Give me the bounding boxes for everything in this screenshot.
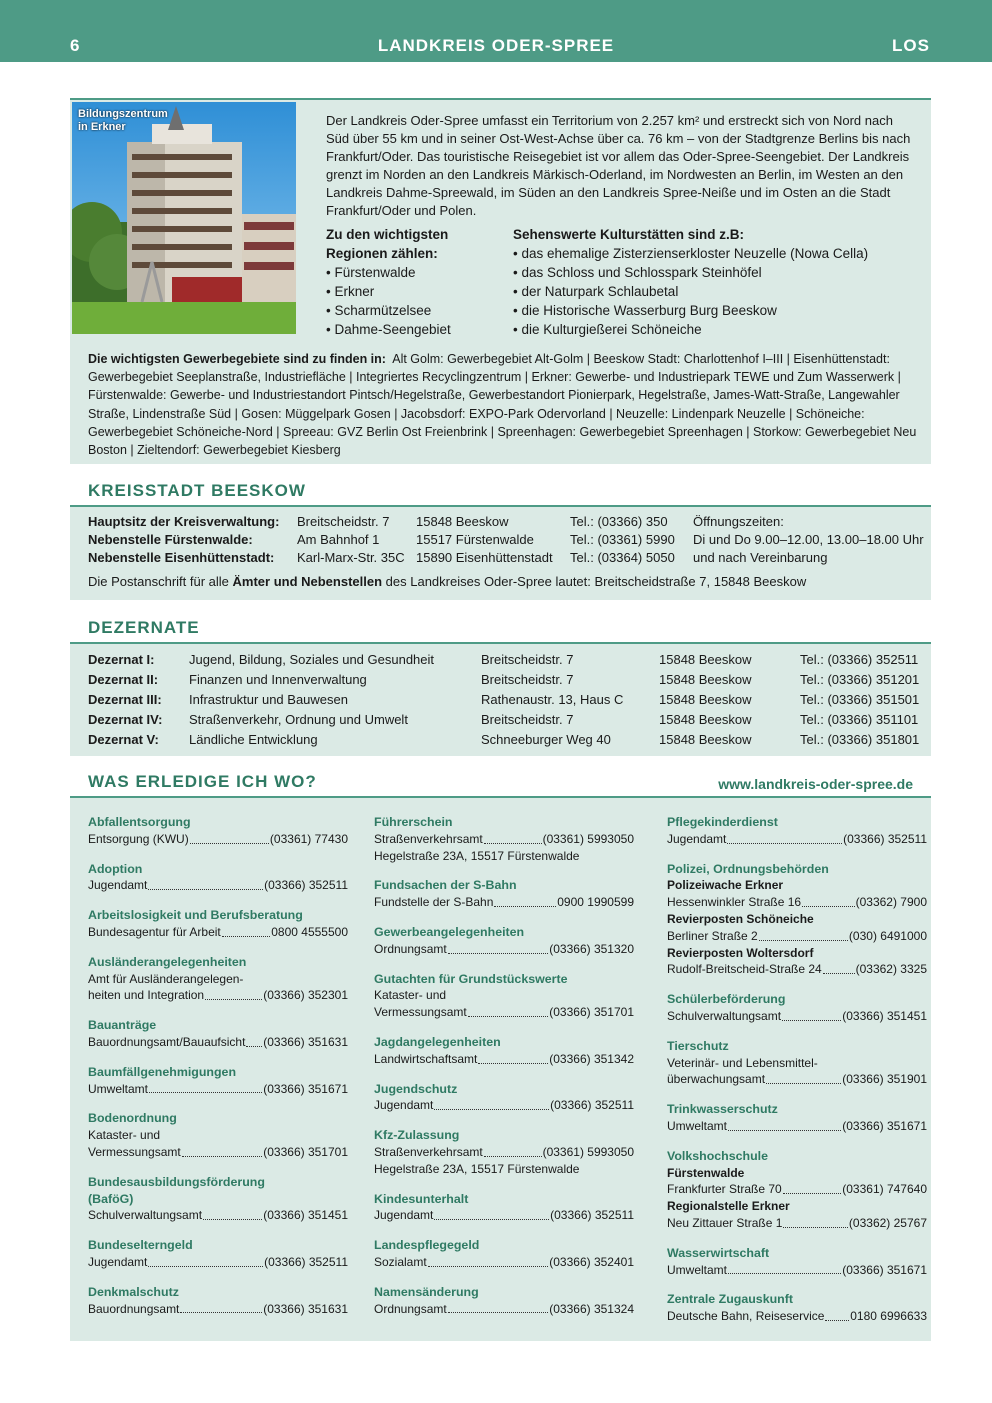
regions-heading: Regionen zählen: — [326, 246, 438, 261]
leader-dots — [728, 1262, 841, 1275]
directory-office: Deutsche Bahn, Reiseservice — [667, 1309, 825, 1324]
kreisstadt-heading: KREISSTADT BEESKOW — [88, 481, 306, 500]
leader-dots — [823, 961, 855, 974]
directory-phone: (03366) 351671 — [263, 1081, 348, 1096]
hq-street: Breitscheidstr. 7 — [297, 514, 390, 529]
directory-entry — [374, 1237, 634, 1271]
directory-entry — [88, 814, 348, 848]
directory-entry — [374, 1034, 634, 1068]
leader-dots — [180, 1301, 262, 1314]
directory-contact-line — [88, 831, 348, 848]
directory-text: Hegelstraße 23A, 15517 Fürstenwalde — [374, 1161, 580, 1176]
directory-contact-line — [88, 1254, 348, 1271]
directory-entry — [374, 814, 634, 864]
directory-phone: (03366) 351631 — [263, 1034, 348, 1049]
hq-phone: Tel.: (03366) 350 — [570, 514, 668, 529]
business-parks-label: Die wichtigsten Gewerbegebiete sind zu finden in: — [88, 352, 386, 366]
directory-office: Bauordnungsamt/Bauaufsicht — [88, 1034, 246, 1049]
regions-list — [326, 225, 506, 339]
directory-contact-line — [374, 1144, 634, 1161]
leader-dots — [203, 1207, 262, 1220]
note-text: des Landkreises Oder-Spree lautet: Breitscheidstraße 7, 15848 Beeskow — [382, 574, 807, 589]
culture-item: • das Schloss und Schlosspark Steinhöfel — [513, 265, 762, 280]
directory-office: Umweltamt — [667, 1118, 728, 1133]
directory-phone: (03361) 77430 — [269, 831, 348, 846]
hq-street: Karl-Marx-Str. 35C — [297, 550, 405, 565]
leader-dots — [478, 1051, 548, 1064]
leader-dots — [434, 1207, 549, 1220]
directory-column — [88, 814, 348, 1330]
directory-office: Vermessungsamt — [88, 1144, 181, 1159]
directory-contact-line — [667, 1008, 927, 1025]
directory-contact-line — [667, 961, 927, 978]
directory-entry — [374, 924, 634, 958]
dezernat-street: Schneeburger Weg 40 — [481, 732, 611, 747]
dezernat-street: Breitscheidstr. 7 — [481, 712, 574, 727]
directory-phone: (03366) 352511 — [264, 1254, 348, 1269]
building-illustration — [72, 102, 296, 334]
directory-office: Jugendamt — [374, 1098, 434, 1113]
hq-phone: Tel.: (03364) 5050 — [570, 550, 675, 565]
directory-office: Vermessungsamt — [374, 1005, 467, 1020]
directory-phone: 0900 1990599 — [557, 895, 634, 910]
leader-dots — [759, 928, 848, 941]
directory-office: Entsorgung (KWU) — [88, 831, 189, 846]
was-heading: WAS ERLEDIGE ICH WO? — [88, 772, 317, 791]
directory-entry — [88, 907, 348, 941]
directory-contact-line — [88, 877, 348, 894]
directory-entry — [667, 814, 927, 848]
directory-entry — [88, 861, 348, 895]
directory-entry-heading: Jugendschutz — [374, 1081, 458, 1096]
dezernat-city: 15848 Beeskow — [659, 712, 752, 727]
directory-contact-line — [88, 924, 348, 941]
photo-caption-line: Bildungszentrum — [78, 108, 168, 120]
dezernat-label: Dezernat V: — [88, 732, 159, 747]
directory-entry-heading: Kindesunterhalt — [374, 1191, 469, 1206]
directory-entry-heading: Wasserwirtschaft — [667, 1245, 770, 1260]
leader-dots — [727, 831, 842, 844]
directory-office: Straßenverkehrsamt — [374, 831, 483, 846]
leader-dots — [783, 1181, 842, 1194]
region-item: • Fürstenwalde — [326, 265, 416, 280]
directory-phone: (03366) 351451 — [263, 1208, 348, 1223]
directory-phone: (03366) 352401 — [549, 1254, 634, 1269]
directory-office: Ordnungsamt — [374, 1301, 447, 1316]
leader-dots — [434, 1097, 549, 1110]
dezernate-heading-bar — [70, 618, 931, 644]
was-heading-bar — [70, 772, 931, 798]
hq-info: und nach Vereinbarung — [693, 550, 828, 565]
dezernat-street: Breitscheidstr. 7 — [481, 652, 574, 667]
directory-entry — [88, 1017, 348, 1051]
directory-subheading: Revierposten Woltersdorf — [667, 945, 814, 960]
postal-address-note — [88, 573, 918, 591]
directory-office: Fundstelle der S-Bahn — [374, 895, 494, 910]
dezernat-phone: Tel.: (03366) 351801 — [800, 732, 920, 747]
directory-entry-heading: Adoption — [88, 861, 143, 876]
directory-entry-heading: Bodenordnung — [88, 1111, 177, 1126]
directory-text: Hegelstraße 23A, 15517 Fürstenwalde — [374, 848, 580, 863]
directory-entry-heading: Trinkwasserschutz — [667, 1102, 778, 1117]
directory-entry-heading: Jagdangelegenheiten — [374, 1034, 501, 1049]
directory-office: Schulverwaltungsamt — [88, 1208, 203, 1223]
leader-dots — [484, 831, 542, 844]
website-link[interactable]: www.landkreis-oder-spree.de — [718, 776, 913, 792]
directory-entry-heading: Polizei, Ordnungsbehörden — [667, 861, 829, 876]
directory-contact-line — [667, 1215, 927, 1232]
directory-entry-heading: Abfallentsorgung — [88, 815, 191, 829]
directory-entry — [374, 1284, 634, 1318]
dezernat-city: 15848 Beeskow — [659, 652, 752, 667]
district-abbreviation: LOS — [892, 36, 930, 55]
directory-entry — [667, 1038, 927, 1088]
directory-office: Landwirtschaftsamt — [374, 1051, 478, 1066]
directory-office: Jugendamt — [88, 1254, 148, 1269]
region-item: • Scharmützelsee — [326, 303, 432, 318]
directory-contact-line — [667, 1181, 927, 1198]
directory-entry — [88, 1110, 348, 1160]
directory-phone: 0180 6996633 — [850, 1309, 927, 1324]
leader-dots — [428, 1254, 549, 1267]
hq-info: Di und Do 9.00–12.00, 13.00–18.00 Uhr — [693, 532, 924, 547]
directory-office: Rudolf-Breitscheid-Straße 24 — [667, 962, 822, 977]
directory-contact-line — [374, 941, 634, 958]
regions-heading: Zu den wichtigsten — [326, 227, 449, 242]
directory-entry-heading: Bundesausbildungsförderung — [88, 1174, 265, 1189]
directory-entry-heading: Volkshochschule — [667, 1148, 768, 1163]
directory-entry-heading: Fundsachen der S-Bahn — [374, 878, 517, 893]
directory-office: Umweltamt — [667, 1262, 728, 1277]
directory-office: Jugendamt — [667, 831, 727, 846]
directory-phone: (03361) 5993050 — [542, 831, 634, 846]
culture-item: • der Naturpark Schlaubetal — [513, 284, 679, 299]
directory-entry — [667, 1148, 927, 1232]
directory-entry-heading: (BaföG) — [88, 1191, 134, 1206]
directory-entry-heading: Bundeselterngeld — [88, 1238, 193, 1253]
directory-office: Neu Zittauer Straße 1 — [667, 1215, 783, 1230]
leader-dots — [246, 1034, 262, 1047]
directory-entry-heading: Tierschutz — [667, 1038, 729, 1053]
directory-entry — [374, 1127, 634, 1177]
directory-phone: (03366) 351631 — [263, 1301, 348, 1316]
leader-dots — [728, 1118, 841, 1131]
hq-city: 15890 Eisenhüttenstadt — [416, 550, 553, 565]
directory-contact-line — [374, 1051, 634, 1068]
directory-office: überwachungsamt — [667, 1072, 766, 1087]
directory-text: Kataster- und — [88, 1128, 161, 1143]
dezernat-phone: Tel.: (03366) 351101 — [800, 712, 919, 727]
leader-dots — [484, 1144, 542, 1157]
leader-dots — [448, 941, 549, 954]
directory-entry — [374, 1081, 634, 1115]
hq-label: Hauptsitz der Kreisverwaltung: — [88, 514, 280, 529]
region-item: • Erkner — [326, 284, 375, 299]
directory-contact-line — [667, 928, 927, 945]
note-text: Die Postanschrift für alle — [88, 574, 233, 589]
directory-office: Sozialamt — [374, 1254, 427, 1269]
directory-office: Jugendamt — [374, 1208, 434, 1223]
directory-entry — [374, 971, 634, 1021]
leader-dots — [766, 1071, 841, 1084]
culture-list — [513, 225, 923, 339]
leader-dots — [190, 831, 269, 844]
directory-phone: (03366) 352301 — [263, 988, 348, 1003]
leader-dots — [802, 894, 855, 907]
was-box — [70, 798, 931, 1341]
directory-office: Hessenwinkler Straße 16 — [667, 895, 802, 910]
leader-dots — [825, 1308, 849, 1321]
directory-phone: (03366) 351451 — [842, 1008, 927, 1023]
directory-subheading: Revierposten Schöneiche — [667, 911, 814, 926]
photo-caption — [78, 108, 168, 134]
directory-contact-line — [88, 1034, 348, 1051]
dezernat-phone: Tel.: (03366) 352511 — [800, 652, 919, 667]
directory-entry-heading: Gewerbeangelegenheiten — [374, 924, 525, 939]
kreisstadt-box — [70, 507, 931, 600]
directory-entry — [667, 1291, 927, 1325]
directory-contact-line — [667, 1262, 927, 1279]
directory-office: Bundesagentur für Arbeit — [88, 924, 221, 939]
directory-contact-line — [374, 831, 634, 848]
hq-label: Nebenstelle Fürstenwalde: — [88, 532, 253, 547]
building-photo — [72, 102, 296, 334]
dezernat-label: Dezernat IV: — [88, 712, 163, 727]
directory-phone: (03366) 351324 — [549, 1301, 634, 1316]
directory-phone: (03362) 25767 — [848, 1215, 927, 1230]
directory-entry — [88, 954, 348, 1004]
directory-office: Umweltamt — [88, 1081, 149, 1096]
directory-office: Frankfurter Straße 70 — [667, 1182, 782, 1197]
leader-dots — [448, 1301, 549, 1314]
intro-box — [70, 98, 931, 464]
directory-entry-heading: Denkmalschutz — [88, 1284, 179, 1299]
directory-contact-line — [667, 894, 927, 911]
leader-dots — [149, 1081, 262, 1094]
directory-entry — [374, 877, 634, 911]
hq-city: 15517 Fürstenwalde — [416, 532, 534, 547]
directory-entry-heading: Namensänderung — [374, 1284, 479, 1299]
hq-phone: Tel.: (03361) 5990 — [570, 532, 675, 547]
dezernat-label: Dezernat I: — [88, 652, 155, 667]
directory-entry-heading: Arbeitslosigkeit und Berufsberatung — [88, 908, 303, 923]
dezernat-street: Breitscheidstr. 7 — [481, 672, 574, 687]
leader-dots — [222, 924, 270, 937]
culture-heading: Sehenswerte Kulturstätten sind z.B: — [513, 227, 745, 242]
directory-phone: (03366) 351701 — [263, 1144, 348, 1159]
directory-entry-heading: Ausländerangelegenheiten — [88, 954, 247, 969]
dezernat-label: Dezernat III: — [88, 692, 162, 707]
directory-office: heiten und Integration — [88, 988, 205, 1003]
directory-contact-line — [667, 1071, 927, 1088]
photo-caption-line: in Erkner — [78, 121, 126, 133]
directory-phone: (03361) 5993050 — [542, 1144, 634, 1159]
directory-entry-heading: Zentrale Zugauskunft — [667, 1292, 793, 1307]
directory-contact-line — [374, 1207, 634, 1224]
directory-contact-line — [374, 1301, 634, 1318]
directory-subheading: Fürstenwalde — [667, 1165, 745, 1180]
directory-office: Bauordnungsamt — [88, 1301, 180, 1316]
region-item: • Dahme-Seengebiet — [326, 322, 451, 337]
dezernat-city: 15848 Beeskow — [659, 732, 752, 747]
business-parks-paragraph — [88, 350, 918, 459]
note-bold: Ämter und Nebenstellen — [232, 574, 383, 589]
directory-text: Kataster- und — [374, 988, 447, 1003]
directory-phone: (03366) 351671 — [842, 1262, 927, 1277]
leader-dots — [494, 894, 556, 907]
intro-paragraph: Der Landkreis Oder-Spree umfasst ein Territorium von 2.257 km² und erstreckt sich von Nord nach Süd über 55 km und in seiner Ost-West-Achse über ca. 76 km – von der Stadtgrenze Berlins bis nach Frankfurt/Oder. Das touristische Reisegebiet ist vor allem das Oder-Spree-Seengebiet. Der Landkreis grenzt im Norden an den Landkreis Märkisch-Oderland, im Nordwesten an Berlin, im Westen an den Landkreis Dahme-Spreewald, im Süden an den Landkreis Spree-Neiße und im Osten an die Stadt Frankfurt/Oder und Polen. — [326, 113, 911, 218]
culture-item: • die Historische Wasserburg Burg Beeskow — [513, 303, 777, 318]
culture-item: • die Kulturgießerei Schöneiche — [513, 322, 702, 337]
page-number: 6 — [70, 36, 81, 55]
leader-dots — [148, 877, 263, 890]
directory-entry-heading: Führerschein — [374, 815, 453, 829]
directory-contact-line — [374, 1004, 634, 1021]
dezernat-name: Jugend, Bildung, Soziales und Gesundheit — [189, 652, 435, 667]
directory-office: Ordnungsamt — [374, 941, 447, 956]
directory-phone: (03366) 351671 — [842, 1118, 927, 1133]
directory-entry-heading: Pflegekinderdienst — [667, 815, 778, 829]
dezernat-label: Dezernat II: — [88, 672, 159, 687]
directory-text: Veterinär- und Lebensmittel- — [667, 1055, 818, 1070]
directory-phone: (03366) 352511 — [843, 831, 927, 846]
directory-subheading: Regionalstelle Erkner — [667, 1199, 790, 1214]
dezernat-name: Ländliche Entwicklung — [189, 732, 318, 747]
directory-subheading: Polizeiwache Erkner — [667, 878, 784, 893]
culture-item: • das ehemalige Zisterzienserkloster Neuzelle (Nowa Cella) — [513, 246, 869, 261]
business-parks-text: Alt Golm: Gewerbegebiet Alt-Golm | Beeskow Stadt: Charlottenhof I–III | Eisenhüttenstadt: Gewerbegebiet Seeplanstraße, Industriefläche | Integriertes Recyclingzentrum | Erkner: Gewerbe- und Industriepark TEWE und Zum Wasserwerk | Fürstenwalde: Gewerbe- und Industriestandort Pintsch/Hegelstraße, Gewerbestandort Pionierpark, Hegelstraße, James-Watt-Straße, Langewahler Straße, Lindenstraße Süd | Gosen: Müggelpark Gosen | Jacobsdorf: EXPO-Park Odervorland | Neuzelle: Lindenpark Neuzelle | Schöneiche: Gewerbegebiet Schöneiche-Nord | Spreeau: GVZ Berlin Ost Freienbrink | Spreenhagen: Gewerbegebiet Spreenhagen | Storkow: Gewerbegebiet Neu Boston | Zieltendorf: Gewerbegebiet Kiesberg — [88, 352, 917, 458]
directory-phone: (03362) 3325 — [855, 962, 927, 977]
dezernat-name: Straßenverkehr, Ordnung und Umwelt — [189, 712, 408, 727]
directory-contact-line — [88, 1207, 348, 1224]
directory-contact-line — [374, 894, 634, 911]
dezernat-phone: Tel.: (03366) 351201 — [800, 672, 920, 687]
directory-entry — [88, 1284, 348, 1318]
leader-dots — [783, 1215, 848, 1228]
directory-contact-line — [667, 831, 927, 848]
directory-phone: (03366) 352511 — [550, 1098, 634, 1113]
dezernat-name: Infrastruktur und Bauwesen — [189, 692, 348, 707]
directory-contact-line — [88, 1081, 348, 1098]
dezernat-name: Finanzen und Innenverwaltung — [189, 672, 367, 687]
leader-dots — [148, 1254, 263, 1267]
page-header-bar — [0, 0, 992, 62]
directory-office: Straßenverkehrsamt — [374, 1144, 483, 1159]
directory-entry-heading: Bauanträge — [88, 1018, 157, 1033]
directory-entry-heading: Landespflegegeld — [374, 1238, 480, 1253]
directory-phone: 0800 4555500 — [271, 924, 348, 939]
directory-entry — [88, 1237, 348, 1271]
dezernat-city: 15848 Beeskow — [659, 672, 752, 687]
directory-entry-heading: Kfz-Zulassung — [374, 1128, 460, 1143]
directory-contact-line — [88, 987, 348, 1004]
directory-entry-heading: Schülerbeförderung — [667, 992, 786, 1007]
directory-entry — [667, 1245, 927, 1279]
directory-contact-line — [374, 1097, 634, 1114]
directory-entry — [667, 1101, 927, 1135]
hq-info: Öffnungszeiten: — [693, 514, 784, 529]
hq-label: Nebenstelle Eisenhüttenstadt: — [88, 550, 275, 565]
directory-column — [374, 814, 634, 1330]
directory-text: Amt für Ausländerangelegen- — [88, 971, 244, 986]
directory-entry — [88, 1174, 348, 1224]
directory-contact-line — [667, 1308, 927, 1325]
directory-entry — [88, 1064, 348, 1098]
directory-phone: (03366) 351320 — [549, 941, 634, 956]
hq-street: Am Bahnhof 1 — [297, 532, 380, 547]
directory-entry — [667, 861, 927, 979]
directory-contact-line — [374, 1254, 634, 1271]
directory-phone: (03362) 7900 — [855, 895, 927, 910]
directory-office: Jugendamt — [88, 878, 148, 893]
directory-office: Schulverwaltungsamt — [667, 1008, 782, 1023]
directory-phone: (03366) 352511 — [264, 878, 348, 893]
directory-entry — [374, 1191, 634, 1225]
directory-contact-line — [88, 1144, 348, 1161]
directory-phone: (03366) 352511 — [550, 1208, 634, 1223]
directory-entry-heading: Gutachten für Grundstückswerte — [374, 971, 568, 986]
leader-dots — [182, 1144, 263, 1157]
directory-phone: (03366) 351342 — [549, 1051, 634, 1066]
directory-contact-line — [667, 1118, 927, 1135]
directory-entry-heading: Baumfällgenehmigungen — [88, 1064, 237, 1079]
hq-city: 15848 Beeskow — [416, 514, 509, 529]
dezernat-street: Rathenaustr. 13, Haus C — [481, 692, 624, 707]
directory-contact-line — [88, 1301, 348, 1318]
dezernat-phone: Tel.: (03366) 351501 — [800, 692, 920, 707]
leader-dots — [782, 1008, 841, 1021]
directory-office: Berliner Straße 2 — [667, 928, 758, 943]
directory-column — [667, 814, 927, 1338]
kreisstadt-heading-bar — [70, 481, 931, 507]
directory-entry — [667, 991, 927, 1025]
leader-dots — [468, 1004, 549, 1017]
page-title: LANDKREIS ODER-SPREE — [377, 36, 615, 55]
dezernat-city: 15848 Beeskow — [659, 692, 752, 707]
directory-phone: (03361) 747640 — [842, 1182, 927, 1197]
directory-phone: (030) 6491000 — [848, 928, 927, 943]
directory-phone: (03366) 351901 — [842, 1072, 927, 1087]
leader-dots — [205, 987, 262, 1000]
directory-phone: (03366) 351701 — [549, 1005, 634, 1020]
dezernate-heading: DEZERNATE — [88, 618, 200, 637]
dezernate-box — [70, 644, 931, 756]
